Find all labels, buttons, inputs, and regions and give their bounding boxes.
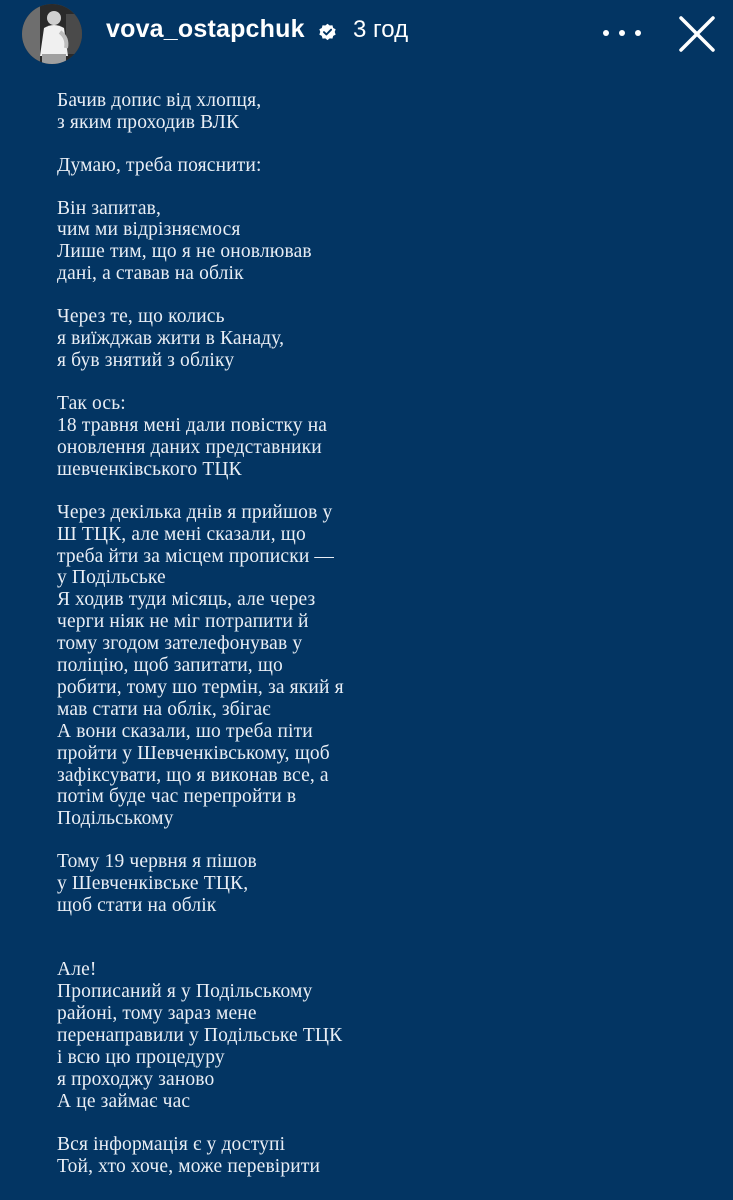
story-text-line: треба йти за місцем прописки — xyxy=(57,546,335,567)
story-text-line: Лише тим, що я не оновлював xyxy=(57,241,312,262)
story-text-line: Вся інформація є у доступі xyxy=(57,1134,286,1155)
story-text-line: чим ми відрізняємося xyxy=(57,219,241,240)
username[interactable]: vova_ostapchuk xyxy=(106,15,305,43)
story-header xyxy=(0,0,733,70)
story-text-line: тому згодом зателефонував у xyxy=(57,633,303,654)
story-text-line: Бачив допис від хлопця, xyxy=(57,90,262,111)
story-text-line: 18 травня мені дали повістку на xyxy=(57,415,328,436)
story-text-line: Ш ТЦК, але мені сказали, що xyxy=(57,524,306,545)
more-horizontal-icon xyxy=(635,30,641,36)
story-text-line: Подільському xyxy=(57,808,174,829)
story-text-line: у Шевченківське ТЦК, xyxy=(57,873,249,894)
story-text-line: Думаю, треба пояснити: xyxy=(57,155,262,176)
story-text-line: Через те, що колись xyxy=(57,306,225,327)
story-text-line: Він запитав, xyxy=(57,198,162,219)
story-text-line: оновлення даних представники xyxy=(57,437,322,458)
verified-badge-icon xyxy=(318,23,337,42)
close-icon xyxy=(681,18,713,50)
story-text-line: я був знятий з обліку xyxy=(57,350,235,371)
more-horizontal-icon xyxy=(603,30,609,36)
story-text-line: Я ходив туди місяць, але через xyxy=(57,589,316,610)
story-text-line: я проходжу заново xyxy=(57,1069,215,1090)
avatar[interactable] xyxy=(22,4,82,64)
story-text-line: зафіксувати, що я виконав все, а xyxy=(57,765,329,786)
story-text-line: перенаправили у Подільське ТЦК xyxy=(57,1025,343,1046)
story-text-line: у Подільське xyxy=(57,567,166,588)
story-text-line: Тому 19 червня я пішов xyxy=(57,851,257,872)
story-text-line: Через декілька днів я прийшов у xyxy=(57,502,333,523)
story-text-line: пройти у Шевченківському, щоб xyxy=(57,743,330,764)
story-text-line: і всю цю процедуру xyxy=(57,1047,225,1068)
story-text-line: щоб стати на облік xyxy=(57,895,217,916)
profile-photo-icon xyxy=(22,4,82,64)
story-text-line: робити, тому шо термін, за який я xyxy=(57,677,344,698)
story-text-line: шевченківського ТЦК xyxy=(57,459,242,480)
story-text-line: потім буде час перепройти в xyxy=(57,786,297,807)
story-text-line: поліцію, щоб запитати, що xyxy=(57,655,283,676)
story-text-line: А вони сказали, шо треба піти xyxy=(57,721,313,742)
story-text-line: Той, хто хоче, може перевірити xyxy=(57,1156,321,1177)
close-button[interactable] xyxy=(675,12,719,56)
story-text-line: я виїжджав жити в Канаду, xyxy=(57,328,285,349)
story-text-line: Так ось: xyxy=(57,393,126,414)
more-options-button[interactable] xyxy=(602,20,642,46)
story-text-line: з яким проходив ВЛК xyxy=(57,112,240,133)
story-text-line: Прописаний я у Подільському xyxy=(57,981,313,1002)
story-text-line: мав стати на облік, збігає xyxy=(57,699,271,720)
more-horizontal-icon xyxy=(619,30,625,36)
story-text-line: А це займає час xyxy=(57,1091,191,1112)
post-timestamp: 3 год xyxy=(353,16,409,43)
story-text-line: районі, тому зараз мене xyxy=(57,1003,257,1024)
story-text-line: черги ніяк не міг потрапити й xyxy=(57,611,309,632)
story-text-line: Але! xyxy=(57,959,97,980)
story-text-line: дані, а ставав на облік xyxy=(57,263,244,284)
